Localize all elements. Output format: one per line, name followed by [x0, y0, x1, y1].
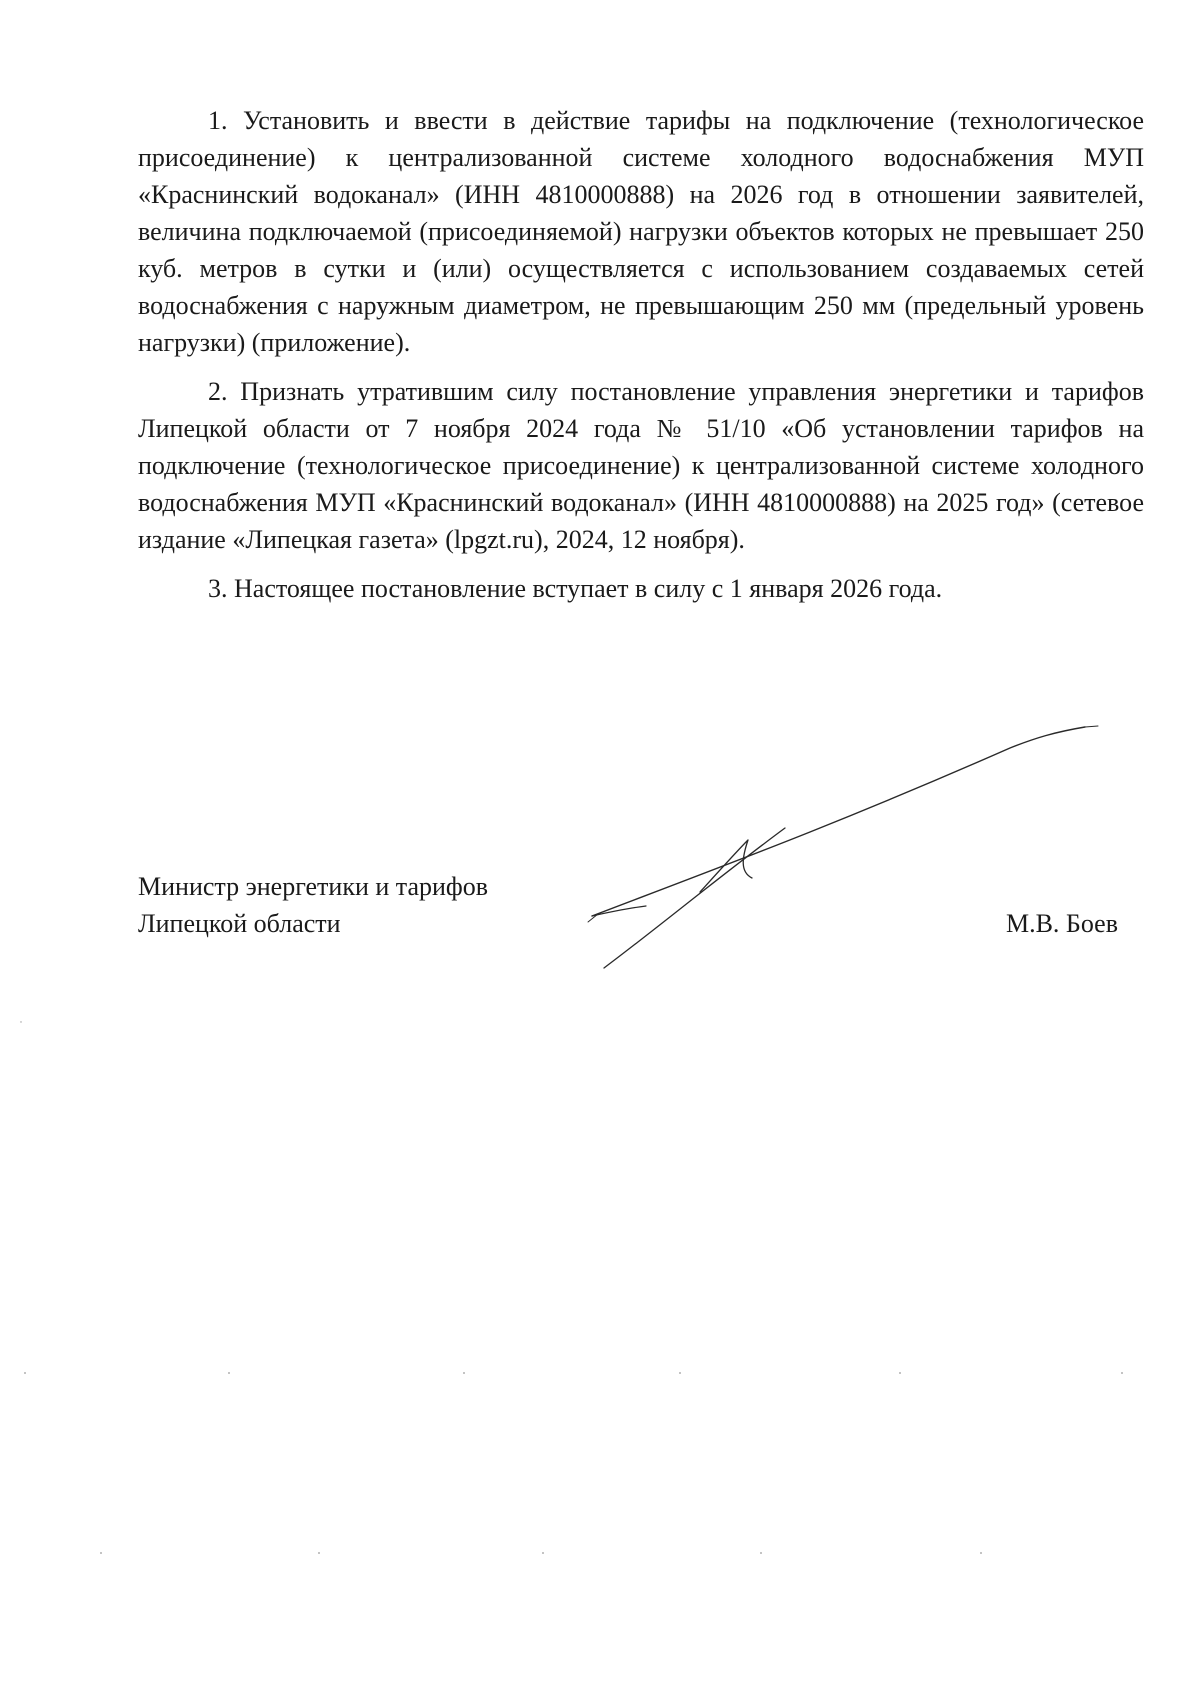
handwritten-signature [580, 700, 1120, 1000]
paragraph-2: 2. Признать утратившим силу постановление управления энергетики и тарифов Липецкой области от 7 ноября 2024 года № 51/10 «Об установлении тарифов на подключение (технологическое присоединение) к централизованной системе холодного водоснабжения МУП «Краснинский водоканал» (ИНН 4810000888) на 2025 год» (сетевое издание «Липецкая газета» (lpgzt.ru), 2024, 12 ноября). [138, 377, 1144, 554]
signatory-title [138, 868, 488, 942]
document-body [138, 102, 1144, 619]
paragraph-1: 1. Установить и ввести в действие тарифы на подключение (технологическое присоединение) к централизованной системе холодного водоснабжения МУП «Краснинский водоканал» (ИНН 4810000888) на 2026 год в отношении заявителей, величина подключаемой (присоединяемой) нагрузки объектов которых не превышает 250 куб. метров в сутки и (или) осуществляется с использованием создаваемых сетей водоснабжения с наружным диаметром, не превышающим 250 мм (предельный уровень нагрузки) (приложение). [138, 106, 1144, 357]
signatory-title-line-1: Министр энергетики и тарифов [138, 872, 489, 901]
signatory-title-line-2: Липецкой области [138, 909, 341, 938]
paragraph-3: 3. Настоящее постановление вступает в силу с 1 января 2026 года. [208, 574, 943, 603]
signatory-name: М.В. Боев [1005, 909, 1118, 938]
